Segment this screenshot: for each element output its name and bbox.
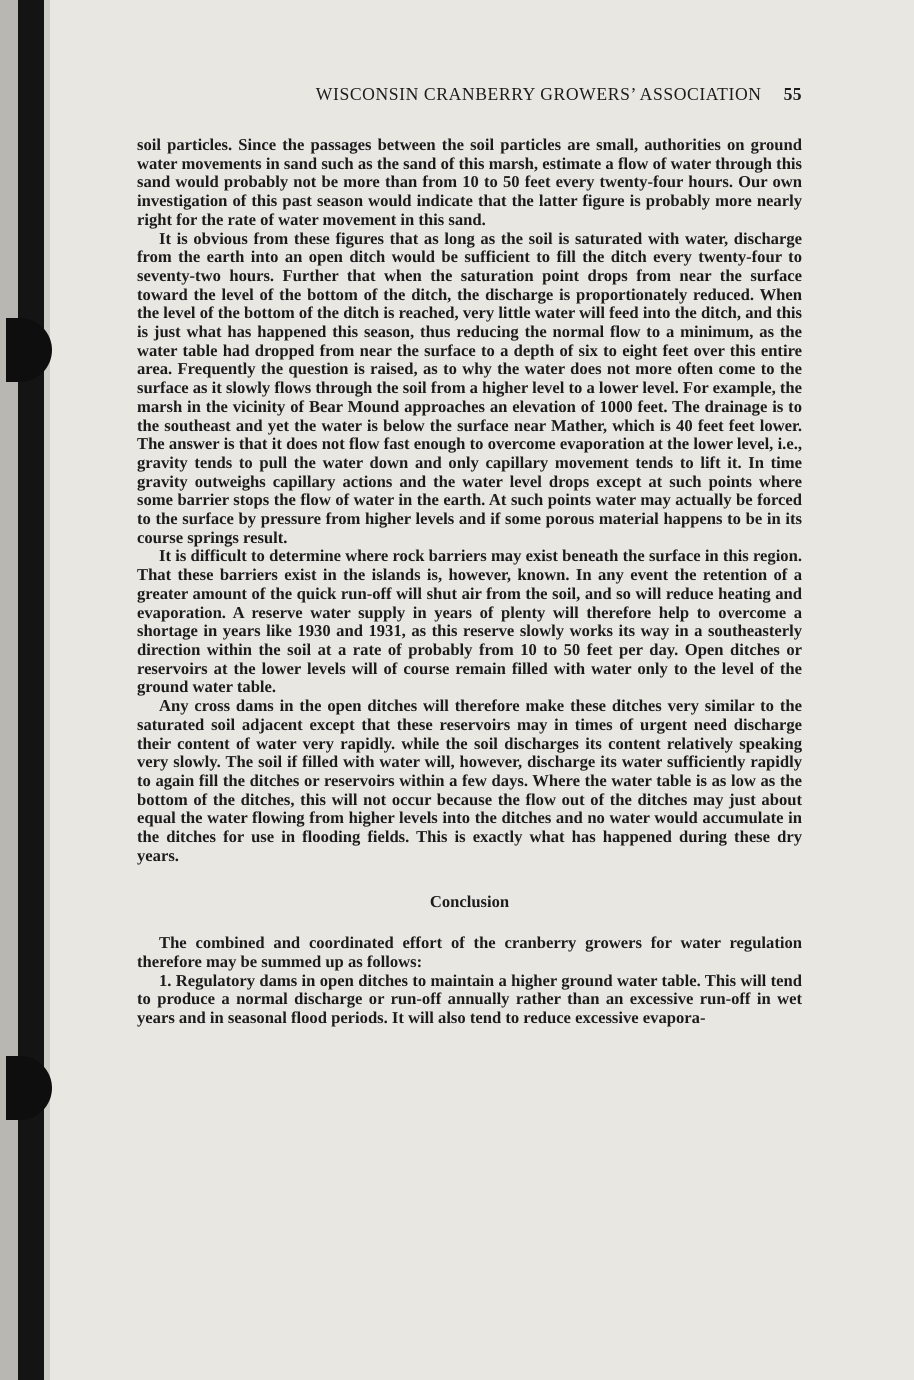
binding-edge <box>44 0 50 1380</box>
running-title: WISCONSIN CRANBERRY GROWERS’ ASSOCIATION <box>315 84 762 104</box>
conclusion-paragraph-1: The combined and coordinated effort of the cranberry growers for water regulation therefore may be summed up as follows: <box>137 933 802 971</box>
binding-shadow <box>0 0 18 1380</box>
paragraph-4: Any cross dams in the open ditches will therefore make these ditches very similar to the saturated soil adjacent except that these reservoirs may in times of urgent need discharge their content of water very rapidly. while the soil discharges its content relatively speaking very slowly. The soil if filled with water will, however, discharge its water sufficiently rapidly to again fill the ditches or reservoirs within a few days. Where the water table is as low as the bottom of the ditches, this will not occur because the flow out of the ditches may just about equal the water flowing from higher levels into the ditches and no water would accumulate in the ditches for use in flooding fields. This is exactly what has happened during these dry years. <box>137 696 802 865</box>
running-header <box>137 84 802 116</box>
binding-bar <box>18 0 44 1380</box>
paragraph-3: It is difficult to determine where rock barriers may exist beneath the surface in this region. That these barriers exist in the islands is, however, known. In any event the retention of a greater amount of the quick run-off will shut air from the soil, and so will reduce heating and evaporation. A reserve water supply in years of plenty will therefore help to overcome a shortage in years like 1930 and 1931, as this reserve slowly works its way in a southeasterly direction within the soil at a rate of probably from 10 to 50 feet per day. Open ditches or reservoirs at the lower levels will of course remain filled with water only to the level of the ground water table. <box>137 546 802 697</box>
page-number: 55 <box>783 84 802 104</box>
body-text <box>137 136 802 1028</box>
section-heading-conclusion: Conclusion <box>429 892 510 912</box>
conclusion-paragraph-2: 1. Regulatory dams in open ditches to maintain a higher ground water table. This will tend to produce a normal discharge or run-off annually rather than an excessive run-off in wet years and in seasonal flood periods. It will also tend to reduce excessive evapora- <box>137 970 802 1027</box>
page-content <box>137 84 802 1028</box>
paragraph-1: soil particles. Since the passages between the soil particles are small, authorities on ground water movements in sand such as the sand of this marsh, estimate a flow of water through this sand would probably not be more than from 10 to 50 feet every twenty-four hours. Our own investigation of this past season would indicate that the latter figure is probably more nearly right for the rate of water movement in this sand. <box>137 135 802 229</box>
paragraph-2: It is obvious from these figures that as long as the soil is saturated with water, discharge from the earth into an open ditch would be sufficient to fill the ditch every twenty-four to seventy-two hours. Further that when the saturation point drops from near the surface toward the level of the bottom of the ditch, the discharge is proportionately reduced. When the level of the bottom of the ditch is reached, very little water will feed into the ditch, and this is just what has happened this season, thus reducing the normal flow to a minimum, as the water table had dropped from near the surface to a depth of six to eight feet over this entire area. Frequently the question is raised, as to why the water does not more often come to the surface as it slowly flows through the soil from a higher level to a lower level. For example, the marsh in the vicinity of Bear Mound approaches an elevation of 1000 feet. The drainage is to the southeast and yet the water is below the surface near Mather, which is 40 feet feet lower. The answer is that it does not flow fast enough to overcome evaporation at the lower level, i.e., gravity tends to pull the water down and only capillary movement tends to lift it. In time gravity outweighs capillary actions and the water level drops except at such points where some barrier stops the flow of water in the earth. At such points water may actually be forced to the surface by pressure from higher levels and if some porous material happens to be in its course springs result. <box>137 228 802 547</box>
